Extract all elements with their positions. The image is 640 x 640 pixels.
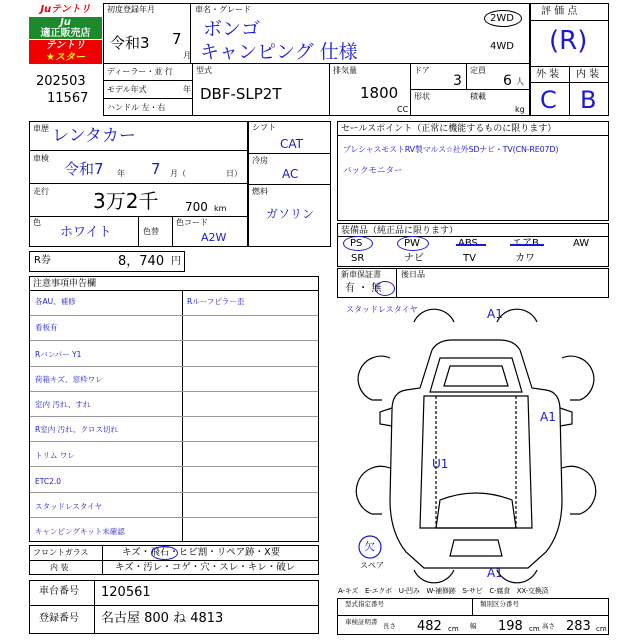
inspection-day-unit: 日）: [226, 169, 242, 178]
note-left-10: キャンピングキット未確認: [35, 527, 125, 536]
equip-sr: SR: [351, 253, 365, 264]
fuel-value: ガソリン: [266, 207, 315, 221]
logo: [29, 4, 102, 66]
equip-pw-circle: [397, 236, 429, 251]
kg-unit: kg: [515, 105, 525, 114]
rating-score: (R): [549, 26, 588, 56]
color-value: ホワイト: [60, 225, 112, 240]
width-label: 幅: [470, 622, 477, 630]
logo-star: ★スター: [29, 52, 102, 64]
equip-pw: PW: [404, 238, 420, 249]
dealer-label: ディーラー・並 行: [107, 67, 173, 76]
note-left-8: ETC2.0: [35, 477, 62, 486]
inspection-month-unit: 月（: [170, 169, 186, 178]
chassis-value: 120561: [101, 585, 151, 600]
car-name-label: 車名・グレード: [195, 5, 251, 14]
length-label: 長さ: [383, 622, 396, 630]
notes-rule: [30, 391, 318, 392]
sales-label: セールスポイント（正常に機能するものに限ります）: [341, 124, 557, 134]
equip-tv: TV: [463, 253, 476, 264]
class-label: 類別区分番号: [480, 600, 519, 608]
height-value: 283: [566, 619, 591, 634]
notes-rule: [30, 315, 318, 316]
color-code-label: 色コード: [176, 218, 208, 227]
ac-label: 冷房: [252, 156, 268, 165]
interior-label: 内 装: [576, 69, 600, 80]
inspection-era: 令和7: [64, 160, 104, 178]
warranty-label: 新車保証書: [341, 270, 381, 279]
equip-abs-strike: [456, 244, 486, 246]
length-value: 482: [417, 619, 442, 634]
first-reg-label: 初度登録年月: [107, 5, 155, 14]
note-left-3: Rバンパー Y1: [35, 350, 82, 359]
note-right-1: Rルーフピラー歪: [187, 297, 245, 306]
exterior-label: 外 装: [536, 69, 560, 80]
damage-center: U1: [432, 457, 449, 471]
drive-4wd: 4WD: [490, 41, 514, 52]
equip-airbag-strike: [510, 244, 544, 246]
spare-missing: 欠: [364, 540, 375, 553]
history-value: レンタカー: [52, 126, 136, 146]
equip-navi: ナビ: [404, 253, 424, 264]
model-year-unit: 年: [183, 85, 191, 94]
capacity-label: 定員: [470, 66, 486, 75]
mileage-unit: km: [214, 204, 227, 213]
note-left-4: 荷箱キズ、窓枠ワレ: [35, 375, 103, 384]
legend: A-キズ E-エクボ U-凹み W-補修跡 S-サビ C-腐食 XX-交換済: [338, 587, 549, 595]
notes-rule: [30, 366, 318, 367]
first-reg-era: 令和3: [110, 34, 150, 52]
color-code: A2W: [201, 231, 227, 244]
note-left-5: 室内 汚れ、すれ: [35, 400, 91, 409]
notes-rule: [30, 492, 318, 493]
month-unit: 月: [183, 51, 191, 60]
plate-label: 登録番号: [39, 613, 79, 624]
length-unit: cm: [448, 625, 459, 633]
color-change-label: 色替: [143, 227, 159, 236]
capacity-unit: 人: [516, 77, 524, 86]
car-name: ボンゴ: [203, 18, 261, 40]
car-grade: キャンピング 仕様: [200, 41, 358, 63]
logo-brand: テントリ: [29, 40, 102, 52]
shape-label: 形状: [414, 92, 430, 101]
front-glass-value: キズ・飛石・ヒビ割・リペア跡・X要: [122, 547, 281, 558]
note-left-6: R室内 汚れ、クロス切れ: [35, 425, 119, 434]
recycle-value: 8，740: [118, 254, 165, 269]
warranty-none-circle: [375, 281, 395, 296]
note-left-7: トリム ワレ: [35, 451, 75, 460]
sales-line2: バックモニター: [343, 166, 403, 176]
logo-ju: Ju: [29, 17, 102, 28]
color-label: 色: [33, 218, 41, 227]
shift-value: CAT: [280, 137, 303, 151]
mileage-sub: 700: [185, 200, 208, 214]
model-value: DBF-SLP2T: [200, 85, 282, 103]
load-label: 積載: [470, 92, 486, 101]
door-label: ドア: [414, 66, 430, 75]
notes-rule: [30, 416, 318, 417]
front-glass-label: フロントガラス: [33, 548, 89, 557]
shift-label: シフト: [252, 123, 276, 132]
inspection-label: 車検: [33, 154, 49, 163]
drive-2wd: 2WD: [490, 13, 514, 24]
note-left-9: スタッドレスタイヤ: [35, 502, 103, 511]
plate-value: 名古屋 800 ね 4813: [101, 611, 224, 626]
interior-rating: B: [580, 86, 597, 114]
note-left-2: 看板有: [35, 323, 58, 332]
equipment-label: 装備品（純正品に限ります）: [341, 226, 459, 236]
inspection-month: 7: [151, 160, 161, 178]
chassis-label: 車台番号: [39, 586, 79, 597]
fuel-label: 燃料: [252, 187, 268, 196]
warranty-value: 有 ・ 無: [345, 283, 382, 294]
note-left-1: 各AU、補修: [35, 297, 76, 306]
width-unit: cm: [529, 625, 540, 633]
height-unit: cm: [596, 625, 607, 633]
lot-date: 202503: [36, 74, 86, 89]
model-year-label: モデル年式: [107, 85, 147, 94]
cert-sub-label: 車検証明書: [345, 618, 378, 626]
capacity-value: 6: [503, 73, 512, 89]
notes-rule: [30, 340, 318, 341]
mileage-label: 走行: [33, 187, 49, 196]
model-label: 型式: [196, 66, 212, 75]
notes-rule: [30, 441, 318, 442]
notes-rule: [30, 466, 318, 467]
equip-aw: AW: [573, 238, 590, 249]
damage-front: A1: [487, 307, 503, 321]
first-reg-month: 7: [172, 30, 182, 48]
recycle-label: R券: [34, 255, 51, 266]
book-label: 後日品: [401, 270, 425, 279]
handle-label: ハンドル 左・右: [107, 103, 166, 112]
diagram-caption: スタッドレスタイヤ: [346, 305, 418, 314]
height-label: 高さ: [542, 622, 555, 630]
history-label: 車歴: [33, 124, 49, 133]
interior-cond-value: キズ・汚レ・コゲ・穴・スレ・キレ・破レ: [115, 562, 296, 573]
cert-label: 型式指定番号: [345, 600, 384, 608]
recycle-unit: 円: [171, 256, 181, 267]
damage-right: A1: [540, 410, 556, 424]
displacement-label: 排気量: [333, 66, 357, 75]
mileage-value: 3万2千: [93, 189, 159, 213]
sales-line1: プレシャスモストRV製マルス☆社外SDナビ・TV(CN-RE07D): [343, 145, 559, 154]
cc-unit: CC: [397, 105, 409, 114]
equip-ps: PS: [350, 238, 363, 249]
width-value: 198: [498, 619, 523, 634]
spare-label: スペア: [360, 561, 384, 570]
interior-cond-label: 内 装: [50, 563, 69, 572]
equip-leather: カワ: [515, 253, 535, 264]
notes-rule: [30, 517, 318, 518]
glass-chip-circle: [151, 546, 178, 560]
ac-value: AC: [282, 167, 299, 181]
lot-number: 11567: [47, 91, 89, 106]
displacement-value: 1800: [360, 84, 399, 102]
rating-label: 評 価 点: [541, 6, 578, 17]
equip-ps-circle: [343, 236, 373, 251]
logo-top: Juテントリ: [29, 4, 102, 16]
door-value: 3: [453, 73, 462, 89]
inspection-year-unit: 年: [117, 169, 125, 178]
notes-label: 注意事項申告欄: [33, 279, 97, 289]
damage-rear: A1: [487, 566, 503, 580]
logo-store: 適正販売店: [29, 28, 102, 39]
exterior-rating: C: [540, 86, 557, 114]
